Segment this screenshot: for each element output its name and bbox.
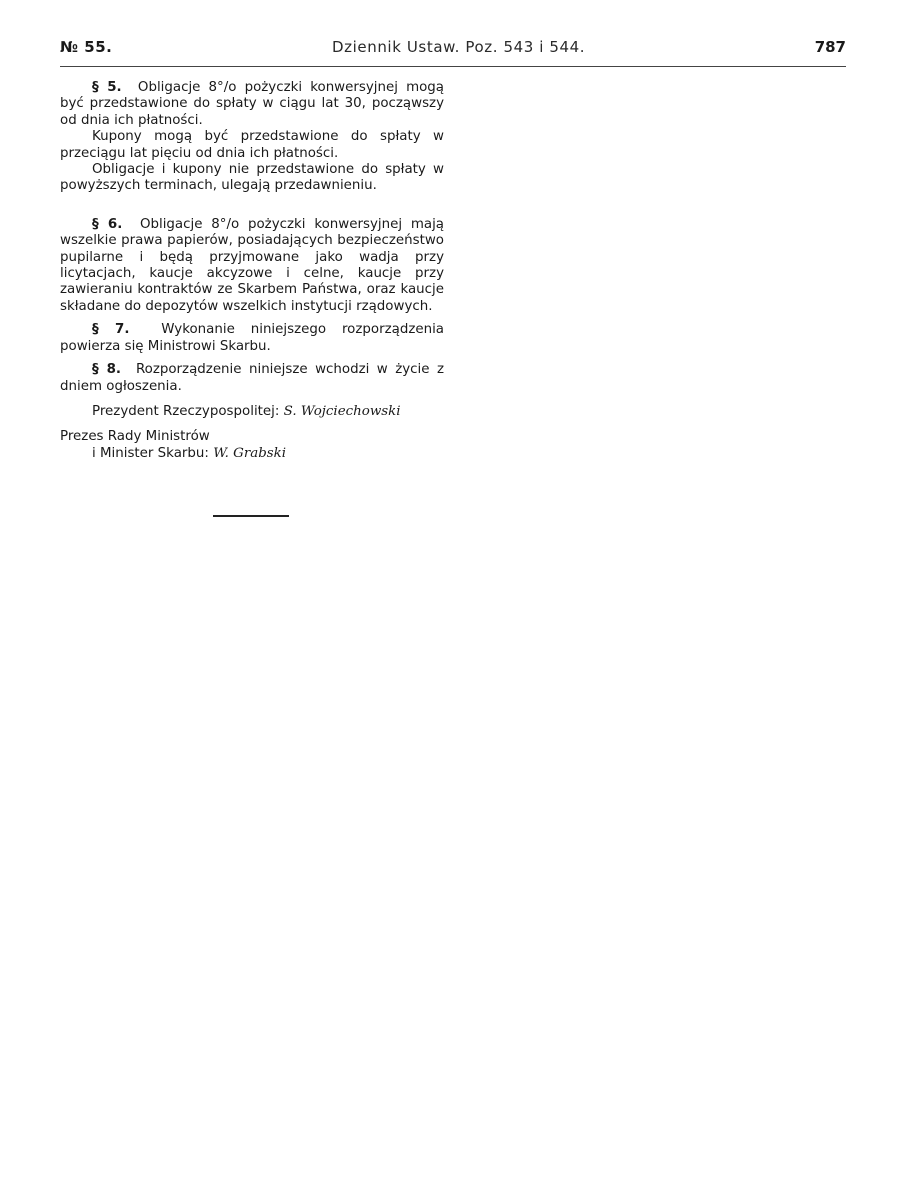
pm-title-line-2-row (60, 446, 444, 462)
section-5-paragraph-3: Obligacje i kupony nie przedstawione do spłaty w powyższych terminach, ulegają przedawnieniu. (60, 162, 444, 194)
pm-title-line-1: Prezes Rady Ministrów (60, 429, 210, 445)
issue-number: № 55. (60, 38, 113, 56)
section-8-paragraph (60, 362, 444, 395)
section-8-text: Rozporządzenie niniejsze wchodzi w życie z dniem ogłoszenia. (60, 362, 444, 394)
section-7-number: § 7. (92, 322, 130, 338)
section-6-paragraph (60, 217, 444, 315)
header-divider (60, 66, 846, 67)
section-5-paragraph-1 (60, 80, 444, 129)
section-5-number: § 5. (92, 80, 122, 95)
pm-title-line-2: i Minister Skarbu: (92, 445, 209, 461)
pm-name: W. Grabski (213, 445, 287, 461)
section-5-text-1: Obligacje 8°/o pożyczki konwersyjnej mogą być przedstawione do spłaty w ciągu lat 30, począwszy od dnia ich płatności. (60, 80, 445, 128)
section-6-text: Obligacje 8°/o pożyczki konwersyjnej mają wszelkie prawa papierów, posiadających bezpieczeństwo pupilarne i będą przyjmowane jako wadja przy licytacjach, kaucje akcyzowe i celne, kaucje przy zawieraniu kontraktów ze Skarbem Państwa, oraz kaucje składane do depozytów wszelkich instytucji rządowych. (60, 216, 445, 314)
section-7-text: Wykonanie niniejszego rozporządzenia powierza się Ministrowi Skarbu. (60, 322, 445, 354)
page-header (60, 38, 846, 64)
document-body (60, 80, 444, 462)
prime-minister-signature (60, 429, 444, 462)
section-7-paragraph (60, 322, 444, 355)
section-8-number: § 8. (92, 362, 121, 378)
section-5-paragraph-2: Kupony mogą być przedstawione do spłaty w przeciągu lat pięciu od dnia ich płatności. (60, 129, 444, 161)
president-title: Prezydent Rzeczypospolitej: (92, 403, 280, 419)
journal-reference: Dziennik Ustaw. Poz. 543 i 544. (332, 38, 586, 56)
section-6-number: § 6. (92, 216, 123, 232)
president-signature (60, 404, 444, 420)
page-number: 787 (814, 38, 846, 56)
president-name: S. Wojciechowski (283, 403, 401, 419)
end-divider (213, 515, 289, 517)
